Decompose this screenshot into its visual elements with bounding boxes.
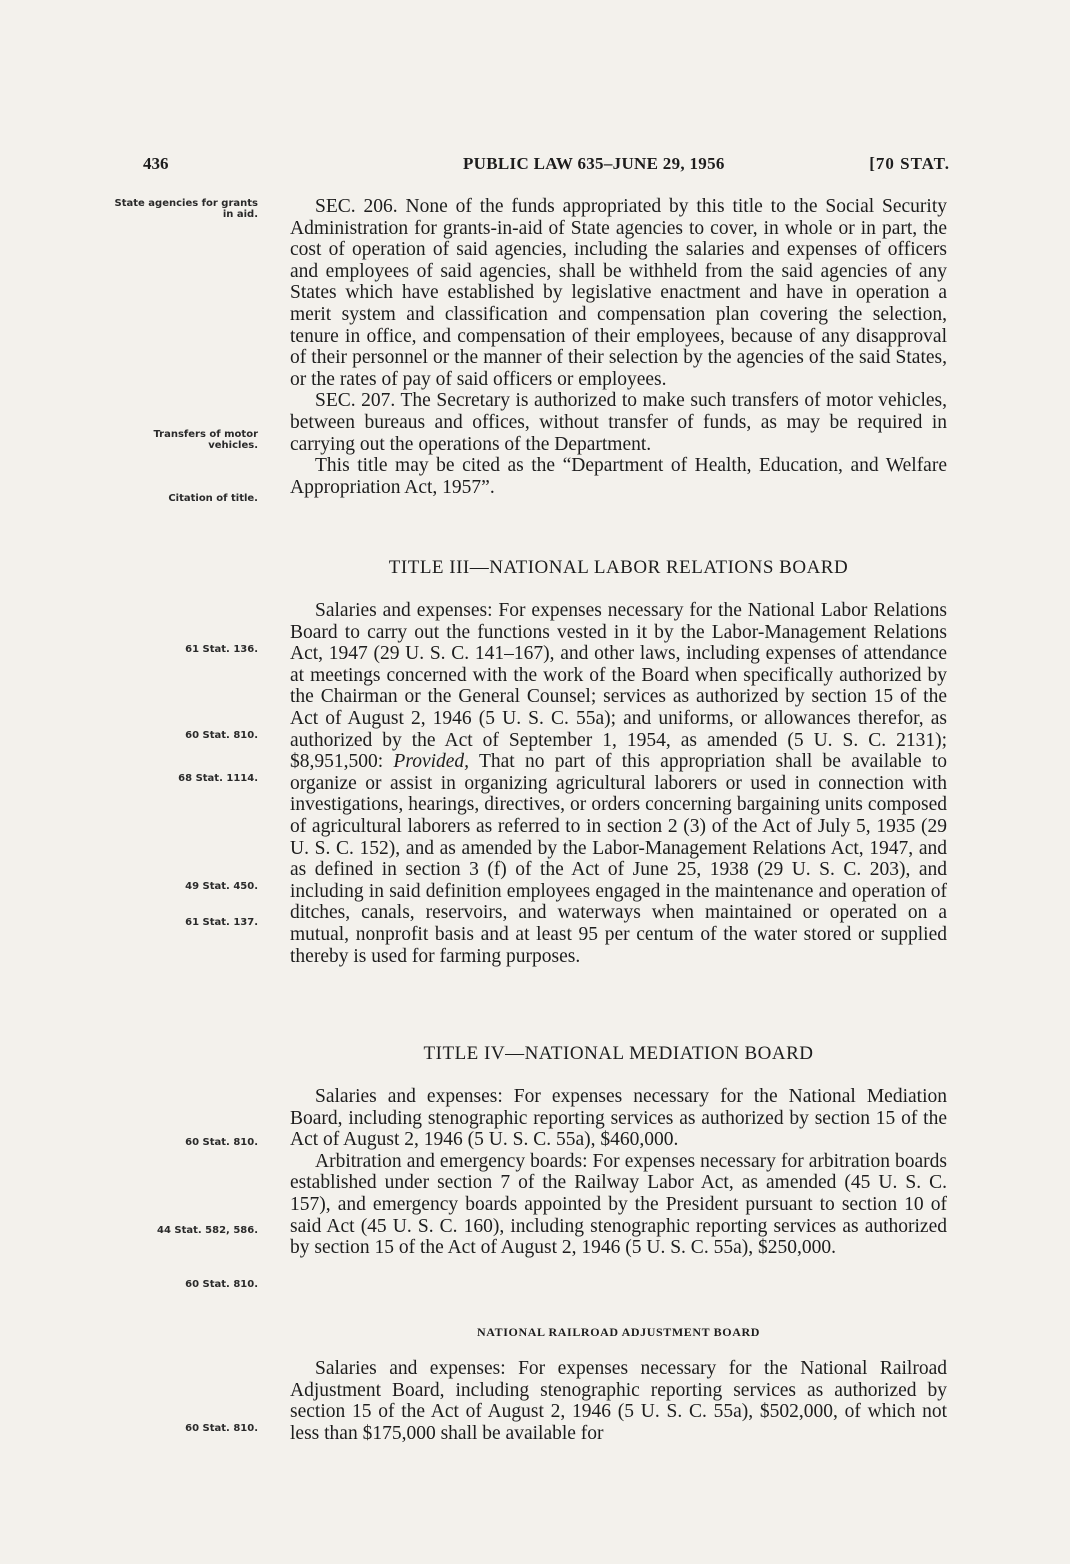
sec-206-label: SEC. 206.	[315, 196, 398, 217]
margin-note-60-stat-810-b: 60 Stat. 810.	[185, 1137, 258, 1148]
nrab-block	[290, 1358, 947, 1444]
sec-207-text: The Secretary is authorized to make such transfers of motor vehicles, between bureaus and offices, without transfer of funds, as may be required in carrying out the operations of the Department.	[290, 390, 947, 455]
title-iv-heading: TITLE IV—NATIONAL MEDIATION BOARD	[423, 1043, 814, 1064]
title-iii-text-before: Salaries and expenses: For expenses necessary for the National Labor Relations Board to carry out the functions vested in it by the Labor-Management Relations Act, 1947 (29 U. S. C. 141–167), and other laws, including expenses of attendance at meetings concerned with the work of the Board when specifically authorized by the Chairman or the General Counsel; services as authorized by section 15 of the Act of August 2, 1946 (5 U. S. C. 55a); and uniforms, or allowances therefor, as authorized by the Act of September 1, 1954, as amended (5 U. S. C. 2131); $8,951,500:	[290, 600, 947, 773]
header-title: PUBLIC LAW 635–JUNE 29, 1956	[463, 154, 725, 173]
title-iv-salaries-paragraph: Salaries and expenses: For expenses necessary for the National Mediation Board, including stenographic reporting services as authorized by section 15 of the Act of August 2, 1946 (5 U. S. C. 55a), $460,000.	[290, 1086, 947, 1151]
margin-note-61-stat-136: 61 Stat. 136.	[185, 644, 258, 655]
margin-note-49-stat-450: 49 Stat. 450.	[185, 881, 258, 892]
sec-206-text: None of the funds appropriated by this title to the Social Security Administration for grants-in-aid of State agencies to cover, in whole or in part, the cost of operation of said agencies, including the salaries and expenses of officers and employees of said agencies, shall be withheld from the said agencies of any States which have established by legislative enactment and have in operation a merit system and classification and compensation plan covering the selection, tenure in office, and compensation of their employees, because of any disapproval of their personnel or the manner of their selection by the agencies of the said States, or the rates of pay of said officers or employees.	[290, 196, 948, 390]
running-header	[143, 154, 950, 180]
title-iii-block	[290, 600, 947, 967]
title-iii-paragraph	[290, 600, 947, 967]
title-iii-heading: TITLE III—NATIONAL LABOR RELATIONS BOARD	[388, 557, 849, 578]
sec-207-label: SEC. 207.	[315, 390, 396, 412]
sec-206-paragraph	[290, 196, 947, 390]
margin-note-44-stat-582: 44 Stat. 582, 586.	[156, 1225, 258, 1236]
margin-note-citation: Citation of title.	[168, 493, 258, 504]
title-iii-text-after: That no part of this appropriation shall be available to organize or assist in organizing agricultural laborers or used in connection with investigations, hearings, directives, or orders concerning bargaining units composed of agricultural laborers as referred to in section 2 (3) of the Act of July 5, 1935 (29 U. S. C. 152), and as amended by the Labor-Management Relations Act, 1947, and as defined in section 3 (f) of the Act of June 25, 1938 (29 U. S. C. 203), and including in said definition employees engaged in the maintenance and operation of ditches, canals, reservoirs, and waterways when maintained or operated on a mutual, nonprofit basis and at least 95 per centum of the water stored or supplied thereby is used for farming purposes.	[290, 751, 947, 967]
page-number: 436	[143, 154, 169, 173]
citation-paragraph: This title may be cited as the “Department of Health, Education, and Welfare Appropriation Act, 1957”.	[290, 455, 947, 498]
margin-note-68-stat-1114: 68 Stat. 1114.	[178, 773, 258, 784]
nrab-paragraph: Salaries and expenses: For expenses necessary for the National Railroad Adjustment Board, including stenographic reporting services as authorized by section 15 of the Act of August 2, 1946 (5 U. S. C. 55a), $502,000, of which not less than $175,000 shall be available for	[290, 1358, 947, 1444]
nrab-heading: NATIONAL RAILROAD ADJUSTMENT BOARD	[477, 1325, 760, 1339]
margin-note-state-agencies: State agencies for grants in aid.	[114, 198, 258, 220]
margin-note-transfers: Transfers of motor vehicles.	[153, 429, 258, 451]
margin-note-60-stat-810-c: 60 Stat. 810.	[185, 1279, 258, 1290]
margin-note-61-stat-137: 61 Stat. 137.	[185, 917, 258, 928]
title-iv-arbitration-paragraph: Arbitration and emergency boards: For expenses necessary for arbitration boards established under section 7 of the Railway Labor Act, as amended (45 U. S. C. 157), and emergency boards appointed by the President pursuant to section 10 of said Act (45 U. S. C. 160), including stenographic reporting services as authorized by section 15 of the Act of August 2, 1946 (5 U. S. C. 55a), $250,000.	[290, 1150, 947, 1259]
title-iv-block	[290, 1086, 947, 1259]
margin-note-60-stat-810-a: 60 Stat. 810.	[185, 730, 258, 741]
sections-block-1	[290, 196, 947, 498]
sec-207-paragraph	[290, 390, 947, 455]
margin-note-60-stat-810-d: 60 Stat. 810.	[185, 1423, 258, 1434]
provided-italic: Provided,	[393, 751, 470, 773]
header-volume: [70 STAT.	[869, 154, 950, 173]
